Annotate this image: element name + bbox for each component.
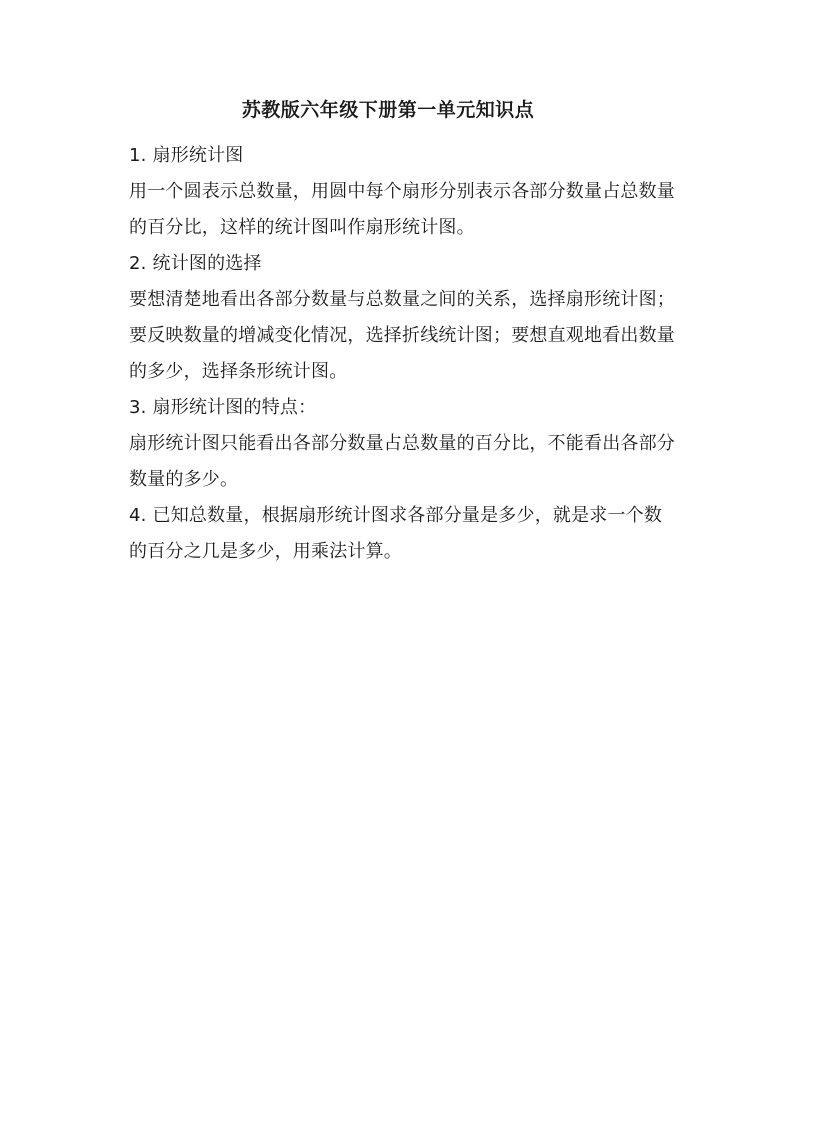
paragraph-line: 要反映数量的增减变化情况，选择折线统计图；要想直观地看出数量 <box>129 325 675 346</box>
paragraph-line: 用一个圆表示总数量，用圆中每个扇形分别表示各部分数量占总数量 <box>129 181 675 202</box>
paragraph-line: 的百分比，这样的统计图叫作扇形统计图。 <box>129 217 475 238</box>
paragraph-line: 要想清楚地看出各部分数量与总数量之间的关系，选择扇形统计图； <box>129 289 675 310</box>
paragraph-line: 扇形统计图只能看出各部分数量占总数量的百分比，不能看出各部分 <box>129 433 675 454</box>
section-heading-3: 3. 扇形统计图的特点： <box>129 397 317 418</box>
document-body <box>129 138 697 570</box>
section-heading-2: 2. 统计图的选择 <box>129 253 262 274</box>
section-heading-1: 1. 扇形统计图 <box>129 145 244 166</box>
paragraph-line: 的多少，选择条形统计图。 <box>129 361 348 382</box>
paragraph-line: 4. 已知总数量，根据扇形统计图求各部分量是多少，就是求一个数 <box>129 505 663 526</box>
paragraph-line: 的百分之几是多少，用乘法计算。 <box>129 541 402 562</box>
page-title: 苏教版六年级下册第一单元知识点 <box>241 99 535 121</box>
paragraph-line: 数量的多少。 <box>129 469 239 490</box>
